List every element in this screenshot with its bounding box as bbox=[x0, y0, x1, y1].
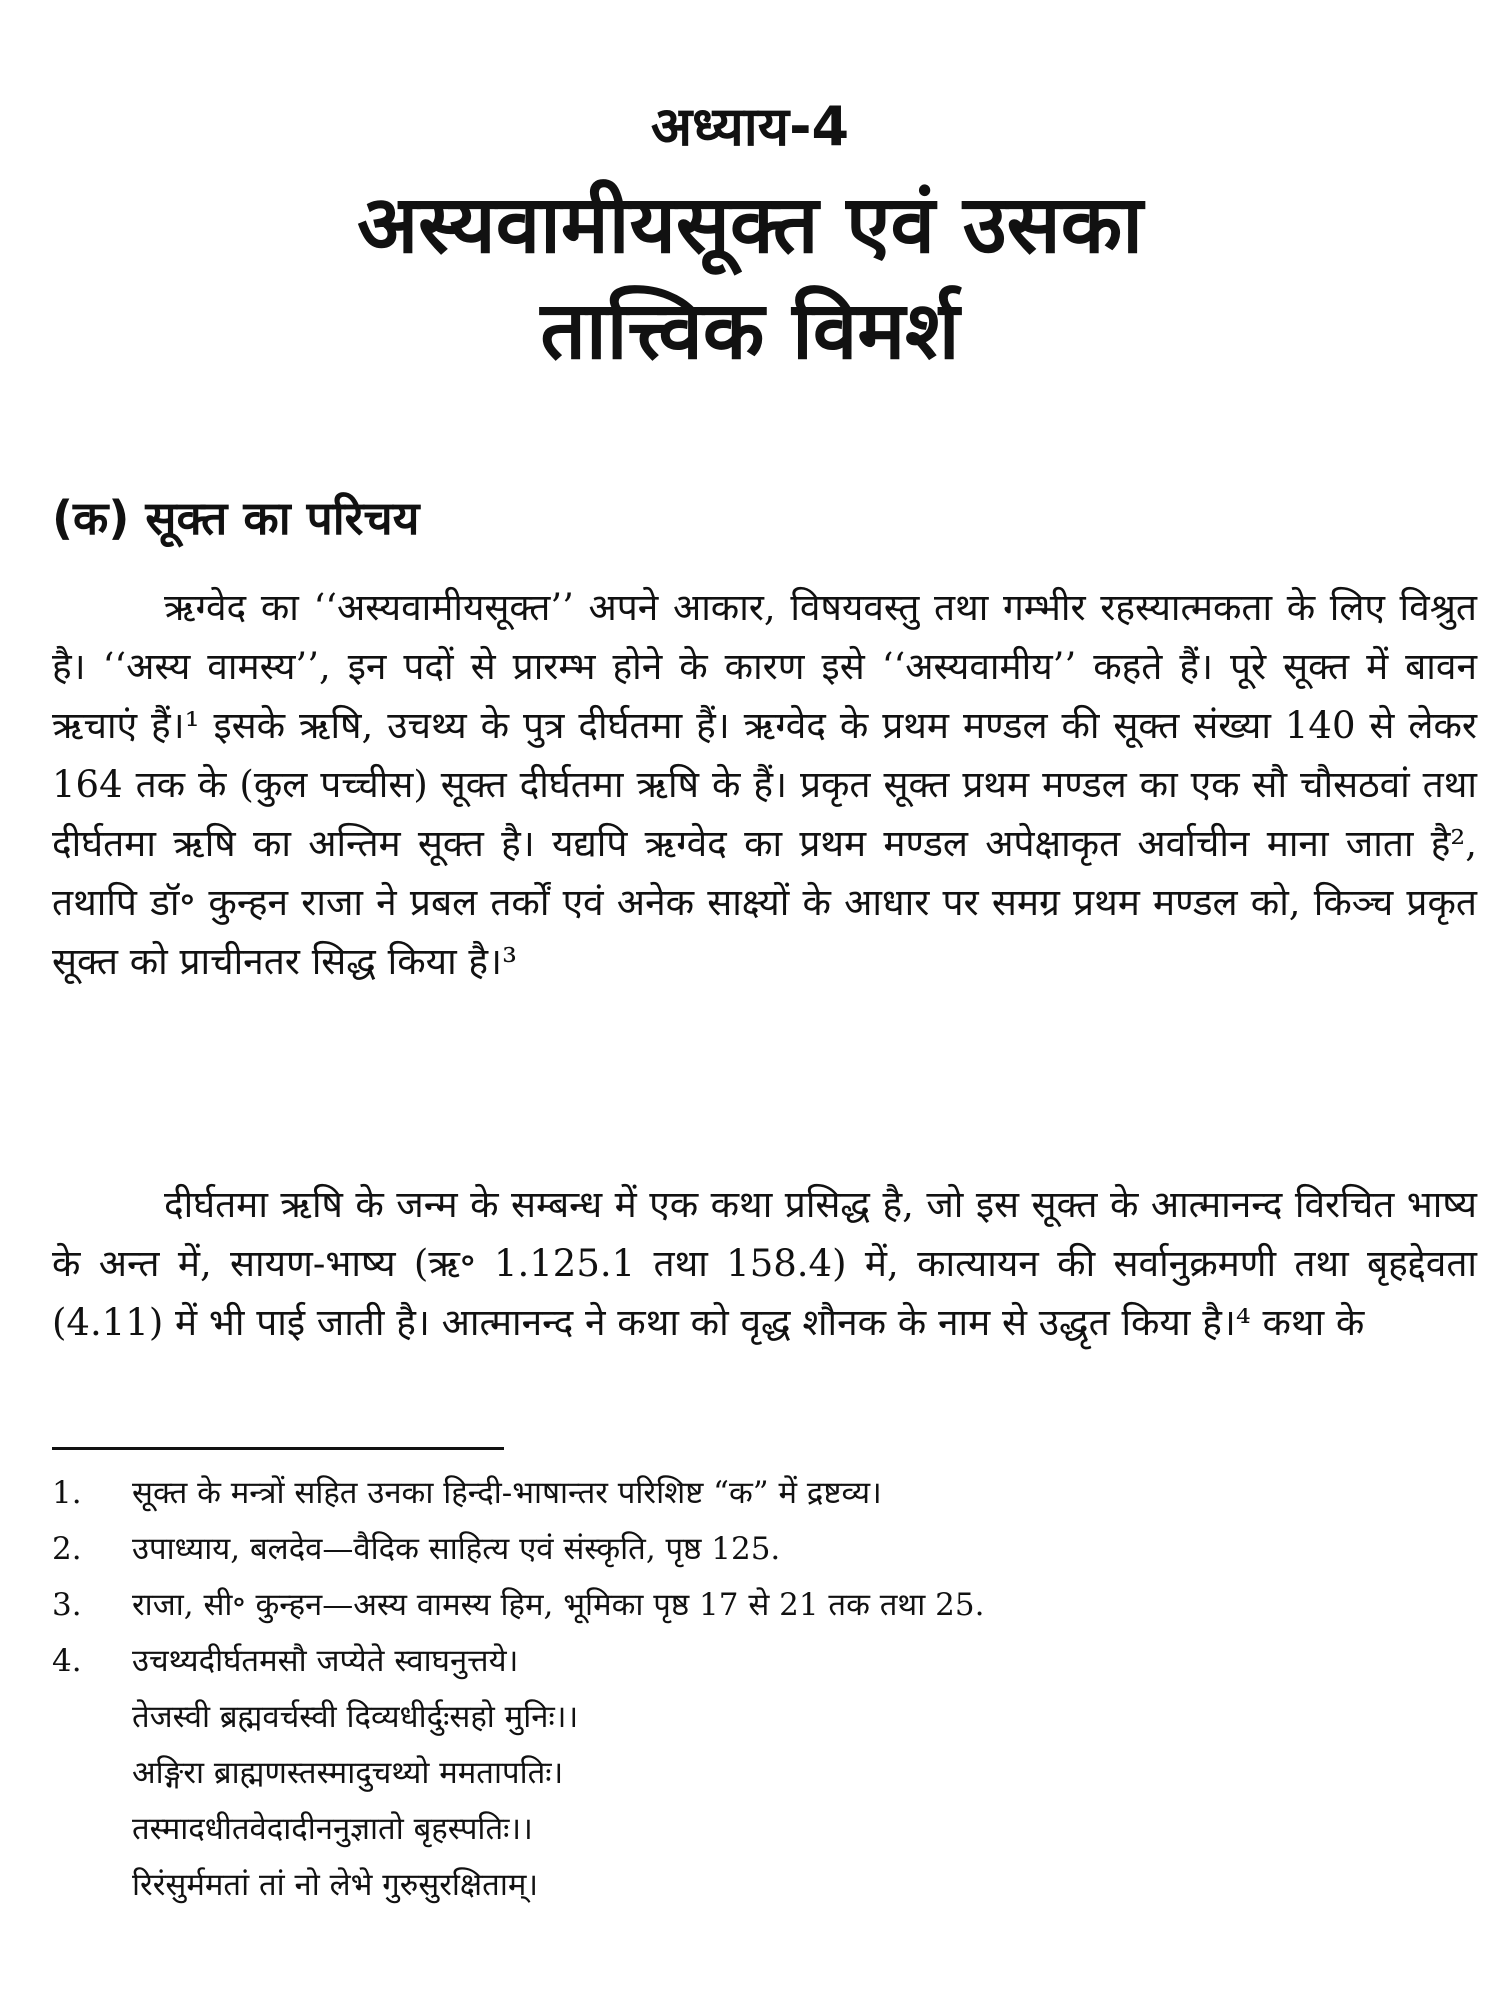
chapter-title-line-1: अस्यवामीयसूक्त एवं उसका bbox=[357, 178, 1143, 271]
footnote-4 bbox=[52, 1633, 1472, 1689]
verse-line-3: तस्मादधीतवेदादीननुज्ञातो बृहस्पतिः।। bbox=[132, 1811, 533, 1847]
verse-line-2: अङ्गिरा ब्राह्मणस्तस्मादुचथ्यो ममतापतिः। bbox=[132, 1755, 564, 1791]
footnotes bbox=[52, 1465, 1472, 1913]
footnote-text: सूक्त के मन्त्रों सहित उनका हिन्दी-भाषान्तर परिशिष्ट “क” में द्रष्टव्य। bbox=[132, 1475, 882, 1511]
footnote-1 bbox=[52, 1465, 1472, 1521]
footnote-number: 4. bbox=[52, 1643, 82, 1679]
footnote-number: 3. bbox=[52, 1587, 82, 1623]
body-paragraph-2: दीर्घतमा ऋषि के जन्म के सम्बन्ध में एक कथा प्रसिद्ध है, जो इस सूक्त के आत्मानन्द विरचित भाष्य के अन्त में, सायण-भाष्य (ऋ॰ 1.125.1 तथा 158.4) में, कात्यायन की सर्वानुक्रमणी तथा बृहद्देवता (4.11) में भी पाई जाती है। आत्मानन्द ने कथा को वृद्ध शौनक के नाम से उद्धृत किया है।⁴ कथा के bbox=[52, 1183, 1477, 1344]
body-paragraph-1: ऋग्वेद का ‘‘अस्यवामीयसूक्त’’ अपने आकार, विषयवस्तु तथा गम्भीर रहस्यात्मकता के लिए विश्रुत है। ‘‘अस्य वामस्य’’, इन पदों से प्रारम्भ होने के कारण इसे ‘‘अस्यवामीय’’ कहते हैं। पूरे सूक्त में बावन ऋचाएं हैं।¹ इसके ऋषि, उचथ्य के पुत्र दीर्घतमा हैं। ऋग्वेद के प्रथम मण्डल की सूक्त संख्या 140 से लेकर 164 तक के (कुल पच्चीस) सूक्त दीर्घतमा ऋषि के हैं। प्रकृत सूक्त प्रथम मण्डल का एक सौ चौसठवां तथा दीर्घतमा ऋषि का अन्तिम सूक्त है। यद्यपि ऋग्वेद का प्रथम मण्डल अपेक्षाकृत अर्वाचीन माना जाता है², तथापि डॉ॰ कुन्हन राजा ने प्रबल तर्कों एवं अनेक साक्ष्यों के आधार पर समग्र प्रथम मण्डल को, किञ्च प्रकृत सूक्त को प्राचीनतर सिद्ध किया है।³ bbox=[52, 586, 1477, 983]
footnote-3 bbox=[52, 1577, 1472, 1633]
footnote-2 bbox=[52, 1521, 1472, 1577]
footnote-number: 1. bbox=[52, 1475, 82, 1511]
footnote-text: राजा, सी॰ कुन्हन—अस्य वामस्य हिम, भूमिका पृष्ठ 17 से 21 तक तथा 25. bbox=[132, 1587, 985, 1623]
chapter-title-line-2: तात्त्विक विमर्श bbox=[540, 284, 960, 377]
verse-line-1: तेजस्वी ब्रह्मवर्चस्वी दिव्यधीर्दुःसहो मुनिः।। bbox=[132, 1699, 579, 1735]
footnote-number: 2. bbox=[52, 1531, 82, 1567]
footnote-text: उपाध्याय, बलदेव—वैदिक साहित्य एवं संस्कृति, पृष्ठ 125. bbox=[132, 1531, 781, 1567]
footnote-divider bbox=[52, 1447, 504, 1450]
chapter-title bbox=[0, 172, 1500, 384]
footnote-text: उचथ्यदीर्घतमसौ जप्येते स्वाघनुत्तये। bbox=[132, 1643, 519, 1679]
verse-line-4: रिरंसुर्ममतां तां नो लेभे गुरुसुरक्षिताम्। bbox=[132, 1867, 539, 1903]
section-heading: (क) सूक्त का परिचय bbox=[52, 491, 420, 545]
chapter-label: अध्याय-4 bbox=[650, 95, 850, 158]
